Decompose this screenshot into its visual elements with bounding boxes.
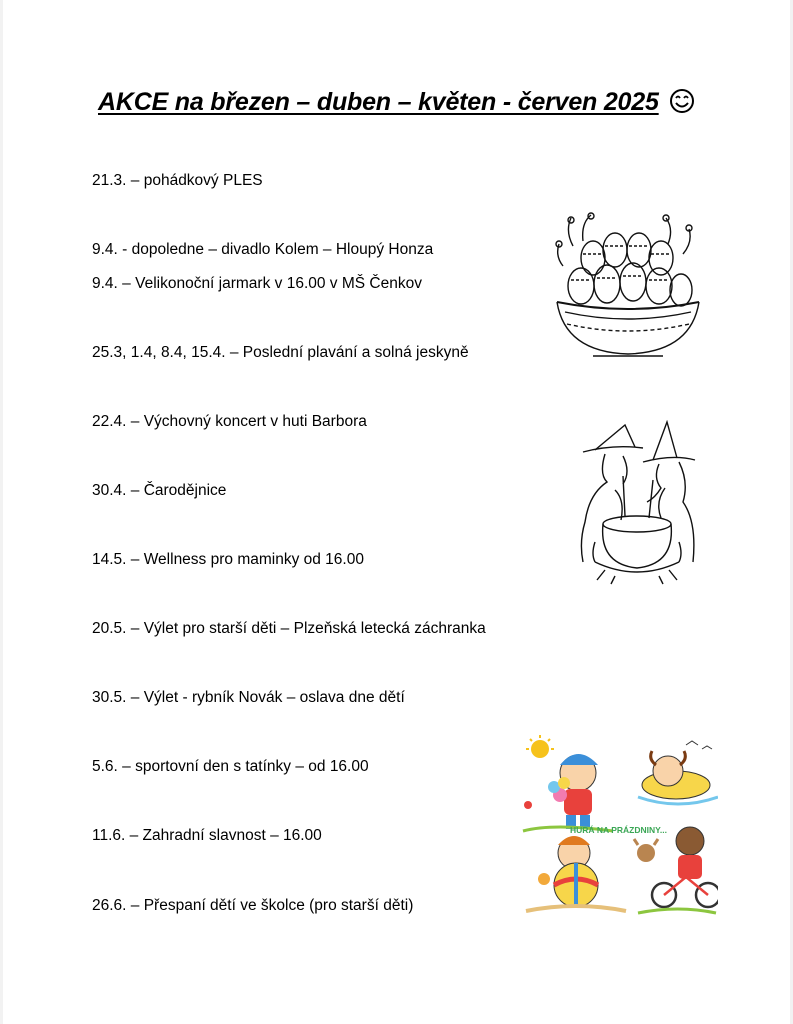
summer-holiday-illustration — [518, 735, 718, 925]
event-item: 21.3. – pohádkový PLES — [92, 172, 263, 189]
page-title — [98, 88, 718, 121]
witches-illustration — [575, 420, 705, 593]
event-item: 30.5. – Výlet - rybník Novák – oslava dne dětí — [92, 689, 405, 706]
document-page — [3, 0, 790, 1024]
title-text: AKCE na březen – duben – květen - červen 2025 — [98, 88, 659, 116]
event-item: 30.4. – Čarodějnice — [92, 482, 227, 499]
event-item: 26.6. – Přespaní dětí ve školce (pro starší děti) — [92, 897, 414, 914]
easter-basket-illustration — [553, 206, 703, 371]
event-item: 22.4. – Výchovný koncert v huti Barbora — [92, 413, 367, 430]
event-item: 25.3, 1.4, 8.4, 15.4. – Poslední plavání a solná jeskyně — [92, 344, 469, 361]
event-item: 9.4. - dopoledne – divadlo Kolem – Hloupý Honza — [92, 241, 434, 258]
smiley-icon — [669, 88, 695, 121]
event-item: 20.5. – Výlet pro starší děti – Plzeňská letecká záchranka — [92, 620, 486, 637]
summer-banner-text: HURÁ NA PRÁZDNINY... — [570, 825, 667, 835]
event-item: 11.6. – Zahradní slavnost – 16.00 — [92, 827, 322, 844]
event-item: 5.6. – sportovní den s tatínky – od 16.00 — [92, 758, 369, 775]
event-item: 14.5. – Wellness pro maminky od 16.00 — [92, 551, 364, 568]
event-item: 9.4. – Velikonoční jarmark v 16.00 v MŠ Čenkov — [92, 275, 422, 292]
